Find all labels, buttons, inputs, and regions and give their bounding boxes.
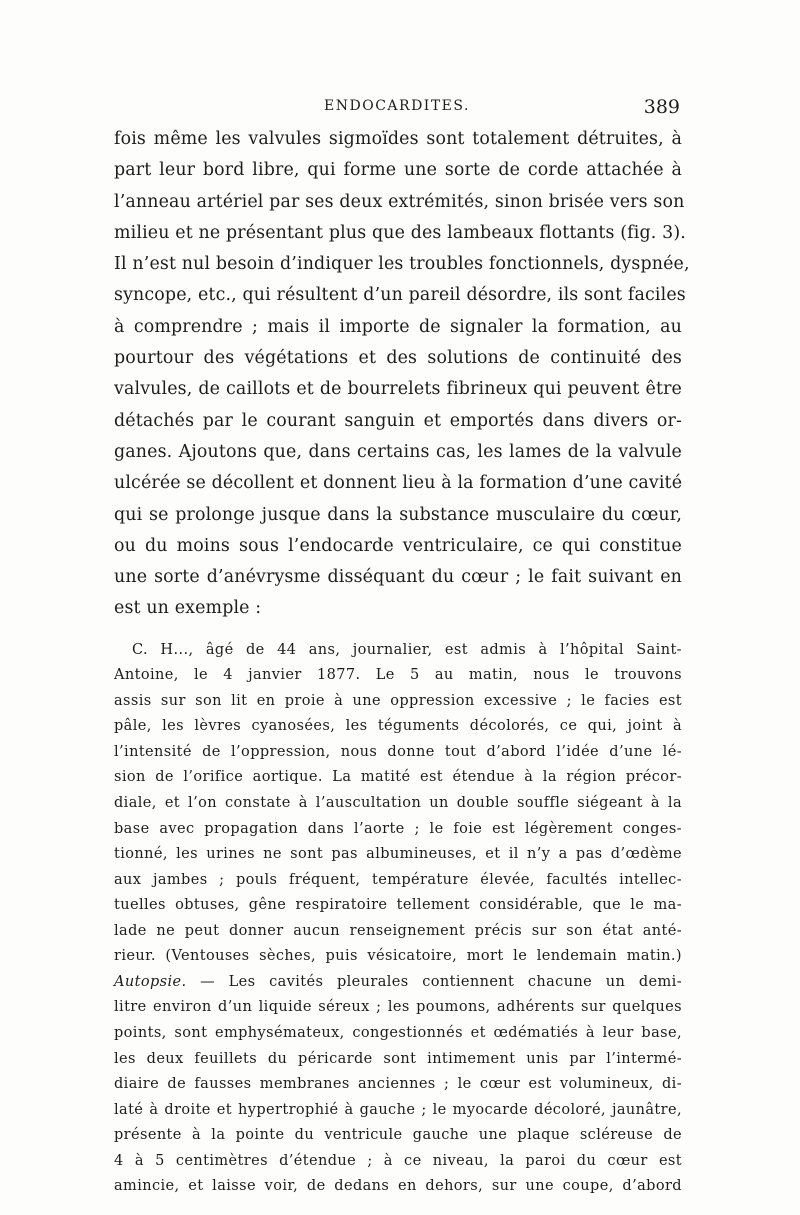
text-line: ou du moins sous l’endocarde ventriculaire, ce qui constitue — [114, 535, 682, 556]
autopsie-line: 4 à 5 centimètres d’étendue ; à ce niveau, la paroi du cœur est — [114, 1152, 682, 1169]
autopsie-line: les deux feuillets du péricarde sont intimement unis par l’intermé- — [114, 1050, 682, 1067]
main-paragraph — [114, 124, 690, 625]
case-line: base avec propagation dans l’aorte ; le foie est légèrement conges- — [114, 820, 682, 837]
text-line: détachés par le courant sanguin et emportés dans divers or- — [114, 410, 682, 431]
case-line: sion de l’orifice aortique. La matité est étendue à la région précor- — [114, 769, 682, 786]
autopsie-text: — Les cavités pleurales contiennent chacune un demi- — [186, 973, 682, 990]
page-number: 389 — [643, 96, 680, 118]
text-line: fois même les valvules sigmoïdes sont totalement détruites, à — [114, 129, 682, 149]
case-line: l’intensité de l’oppression, nous donne tout d’abord l’idée d’une lé- — [114, 743, 682, 760]
text-line: pourtour des végétations et des solutions de continuité des — [114, 348, 682, 369]
case-line: lade ne peut donner aucun renseignement précis sur son état anté- — [114, 922, 682, 939]
autopsie-line: amincie, et laisse voir, de dedans en dehors, sur une coupe, d’abord — [114, 1178, 682, 1195]
autopsie-line: présente à la pointe du ventricule gauche une plaque scléreuse de — [114, 1127, 682, 1144]
case-report — [114, 638, 682, 1200]
autopsie-line: points, sont emphysémateux, congestionnés et œdématiés à leur base, — [114, 1024, 682, 1041]
running-title: ENDOCARDITES. — [324, 98, 470, 114]
text-line: valvules, de caillots et de bourrelets fibrineux qui peuvent être — [114, 379, 682, 400]
text-line: une sorte d’anévrysme disséquant du cœur ; le fait suivant en — [114, 567, 682, 588]
text-line: part leur bord libre, qui forme une sorte de corde attachée à — [114, 160, 682, 181]
running-head — [114, 96, 680, 120]
case-line: pâle, les lèvres cyanosées, les téguments décolorés, ce qui, joint à — [114, 718, 682, 735]
text-line: qui se prolonge jusque dans la substance musculaire du cœur, — [114, 504, 682, 525]
text-line: est un exemple : — [114, 598, 262, 619]
case-line: Antoine, le 4 janvier 1877. Le 5 au matin, nous le trouvons — [114, 667, 682, 684]
text-line: à comprendre ; mais il importe de signaler la formation, au — [114, 316, 682, 337]
case-line: tuelles obtuses, gêne respiratoire tellement considérable, que le ma- — [114, 897, 682, 914]
body-text — [114, 124, 690, 1200]
autopsie-label: Autopsie. — [114, 973, 187, 990]
text-line: ulcérée se décollent et donnent lieu à la formation d’une cavité — [114, 473, 683, 494]
case-line: rieur. (Ventouses sèches, puis vésicatoire, mort le lendemain matin.) — [114, 948, 682, 965]
text-line: syncope, etc., qui résultent d’un pareil désordre, ils sont faciles — [114, 285, 686, 306]
case-line: tionné, les urines ne sont pas albumineuses, et il n’y a pas d’œdème — [114, 846, 682, 863]
text-line: ganes. Ajoutons que, dans certains cas, les lames de la valvule — [114, 441, 682, 462]
autopsie-line: laté à droite et hypertrophié à gauche ; le myocarde décoloré, jaunâtre, — [114, 1101, 682, 1118]
autopsie-line — [114, 970, 682, 996]
autopsie-line: litre environ d’un liquide séreux ; les poumons, adhérents sur quelques — [114, 999, 682, 1016]
text-line: Il n’est nul besoin d’indiquer les troubles fonctionnels, dyspnée, — [114, 254, 690, 275]
text-line: l’anneau artériel par ses deux extrémités, sinon brisée vers son — [114, 191, 685, 212]
text-line: milieu et ne présentant plus que des lambeaux flottants (fig. 3). — [114, 222, 686, 243]
case-line: C. H..., âgé de 44 ans, journalier, est admis à l’hôpital Saint- — [132, 641, 682, 658]
case-line: aux jambes ; pouls fréquent, température élevée, facultés intellec- — [114, 871, 682, 888]
case-line: diale, et l’on constate à l’auscultation un double souffle siégeant à la — [114, 795, 682, 812]
autopsie-line: diaire de fausses membranes anciennes ; le cœur est volumineux, di- — [114, 1076, 682, 1093]
case-line: assis sur son lit en proie à une oppression excessive ; le facies est — [114, 692, 682, 709]
